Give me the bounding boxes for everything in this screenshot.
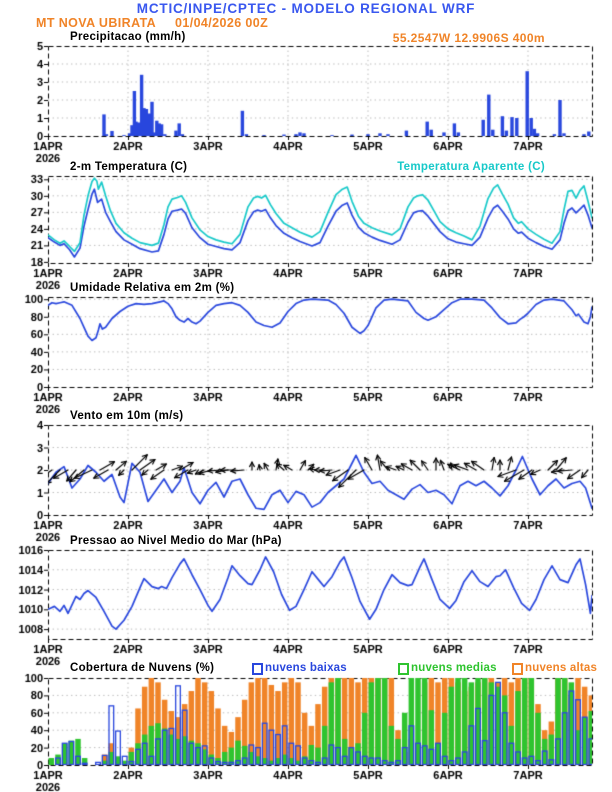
station-name: MT NOVA UBIRATA — [36, 16, 157, 30]
legend-label-mid-clouds: nuvens medias — [411, 662, 497, 674]
panel-title-humidity: Umidade Relativa em 2m (%) — [70, 282, 235, 294]
panel-title-pressure: Pressao ao Nivel Medio do Mar (hPa) — [70, 535, 282, 547]
panel-title-clouds: Cobertura de Nuvens (%) — [70, 662, 215, 674]
legend-label-low-clouds: nuvens baixas — [265, 662, 347, 674]
panel-title-wind: Vento em 10m (m/s) — [70, 410, 184, 422]
panel-title-temperature: 2-m Temperatura (C) — [70, 161, 188, 173]
legend-swatch-mid-clouds-icon — [398, 663, 409, 675]
legend-label-high-clouds: nuvens altas — [525, 662, 598, 674]
run-datetime: 01/04/2026 00Z — [175, 16, 269, 30]
apparent-temperature-label: Temperatura Aparente (C) — [397, 161, 545, 173]
legend-swatch-high-clouds-icon — [512, 663, 523, 675]
legend-swatch-low-clouds-icon — [252, 663, 263, 675]
model-title: MCTIC/INPE/CPTEC - MODELO REGIONAL WRF — [136, 1, 476, 16]
station-location: 55.2547W 12.9906S 400m — [392, 31, 545, 45]
panel-title-precipitation: Precipitacao (mm/h) — [70, 31, 186, 43]
